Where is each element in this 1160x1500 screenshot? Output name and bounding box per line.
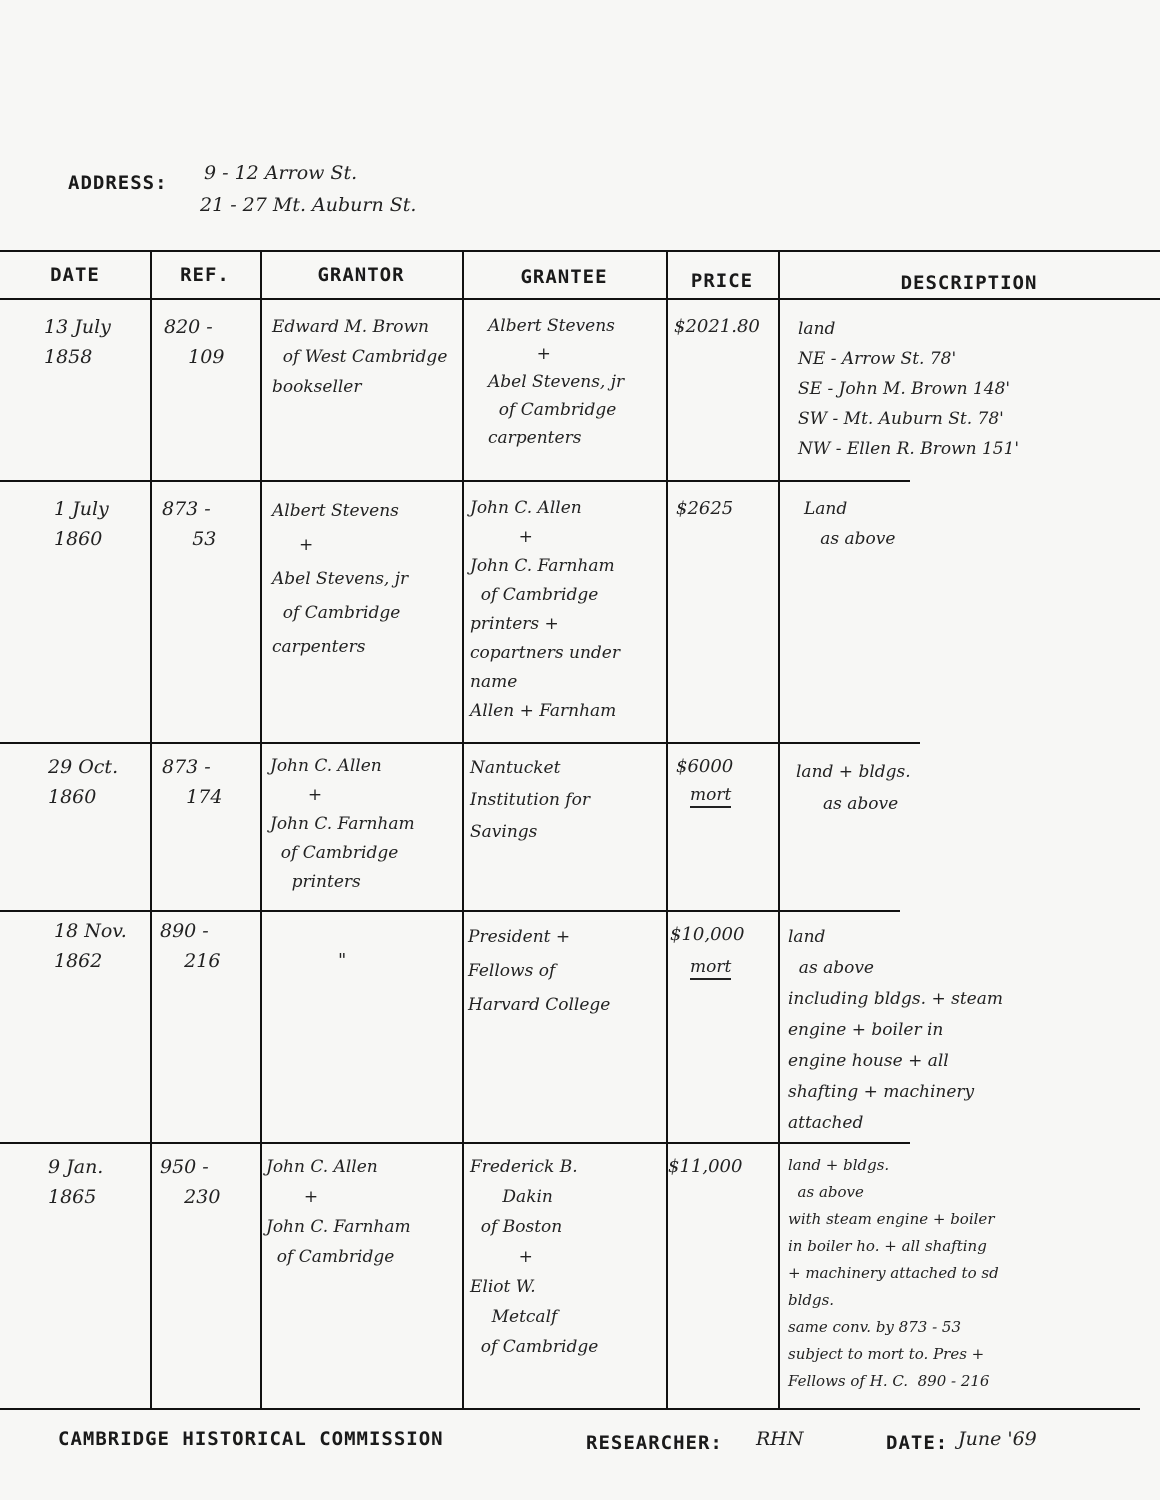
row-4-description: land as above including bldgs. + steam engine + boiler in engine house + all shafting + machinery attached: [788, 927, 1003, 1133]
row-3-grantor: John C. Allen + John C. Farnham of Cambridge printers: [270, 756, 415, 892]
row-3-price: $6000: [676, 756, 734, 777]
row-2-description: Land as above: [804, 499, 896, 549]
row-5-grantor: John C. Allen + John C. Farnham of Cambridge: [266, 1157, 411, 1267]
row-4-ref: 890 - 216: [160, 920, 221, 972]
row-1-grantor: Edward M. Brown of West Cambridge bookseller: [272, 317, 448, 397]
column-header-date: DATE: [50, 264, 100, 286]
row-5-price: $11,000: [668, 1156, 743, 1177]
table-top-rule: [0, 250, 1160, 252]
row-1-price: $2021.80: [674, 316, 760, 337]
row-5-grantee: Frederick B. Dakin of Boston + Eliot W. Metcalf of Cambridge: [470, 1157, 599, 1357]
row-3-description: land + bldgs. as above: [796, 762, 911, 814]
row-4-grantee: President + Fellows of Harvard College: [468, 927, 611, 1015]
researcher-label: RESEARCHER:: [586, 1432, 723, 1454]
row-5-description: land + bldgs. as above with steam engine + boiler in boiler ho. + all shafting + machinery attached to sd bldgs. same conv. by 873 - 53 subject to mort to. Pres + Fellows of H. C. 890 - 216: [788, 1156, 999, 1390]
row-2-date: 1 July 1860: [54, 498, 109, 550]
column-header-description: DESCRIPTION: [900, 272, 1038, 294]
row-3-ref: 873 - 174: [162, 756, 223, 808]
row-1-description: land NE - Arrow St. 78' SE - John M. Brown 148' SW - Mt. Auburn St. 78' NW - Ellen R. Brown 151': [798, 319, 1020, 459]
row-5-ref: 950 - 230: [160, 1156, 221, 1208]
address-line-2: 21 - 27 Mt. Auburn St.: [200, 194, 417, 216]
column-divider-5: [778, 252, 780, 1408]
row-3-grantee: Nantucket Institution for Savings: [470, 758, 590, 842]
row-divider-2: [0, 742, 920, 744]
column-divider-2: [260, 252, 262, 1408]
row-divider-3: [0, 910, 900, 912]
row-2-ref: 873 - 53: [162, 498, 217, 550]
column-divider-4: [666, 252, 668, 1408]
row-divider-1: [0, 480, 910, 482]
row-2-grantor: Albert Stevens + Abel Stevens, jr of Cambridge carpenters: [272, 501, 409, 657]
row-4-price-note: mort: [690, 956, 731, 980]
column-header-price: PRICE: [690, 270, 754, 292]
row-4-price: $10,000: [670, 924, 745, 945]
column-header-grantee: GRANTEE: [520, 266, 608, 288]
commission-name: CAMBRIDGE HISTORICAL COMMISSION: [58, 1428, 444, 1450]
footer-date-value: June '69: [958, 1428, 1037, 1450]
researcher-value: RHN: [756, 1428, 804, 1450]
row-3-price-note: mort: [690, 784, 731, 808]
row-3-date: 29 Oct. 1860: [48, 756, 119, 808]
row-2-grantee: John C. Allen + John C. Farnham of Cambridge printers + copartners under name Allen + Farnham: [470, 498, 620, 721]
header-bottom-rule: [0, 298, 1160, 300]
column-header-ref: REF.: [180, 264, 230, 286]
row-2-price: $2625: [676, 498, 734, 519]
row-4-date: 18 Nov. 1862: [54, 920, 127, 972]
row-divider-4: [0, 1142, 910, 1144]
row-5-date: 9 Jan. 1865: [48, 1156, 104, 1208]
footer-date-label: DATE:: [886, 1432, 949, 1454]
table-bottom-rule: [0, 1408, 1140, 1410]
column-divider-3: [462, 252, 464, 1408]
column-divider-1: [150, 252, 152, 1408]
address-label: ADDRESS:: [68, 172, 168, 194]
address-line-1: 9 - 12 Arrow St.: [204, 162, 358, 184]
column-header-grantor: GRANTOR: [317, 264, 405, 286]
row-4-grantor: ": [338, 950, 347, 971]
row-1-ref: 820 - 109: [164, 316, 225, 368]
row-1-date: 13 July 1858: [44, 316, 111, 368]
row-1-grantee: Albert Stevens + Abel Stevens, jr of Cambridge carpenters: [488, 316, 625, 448]
